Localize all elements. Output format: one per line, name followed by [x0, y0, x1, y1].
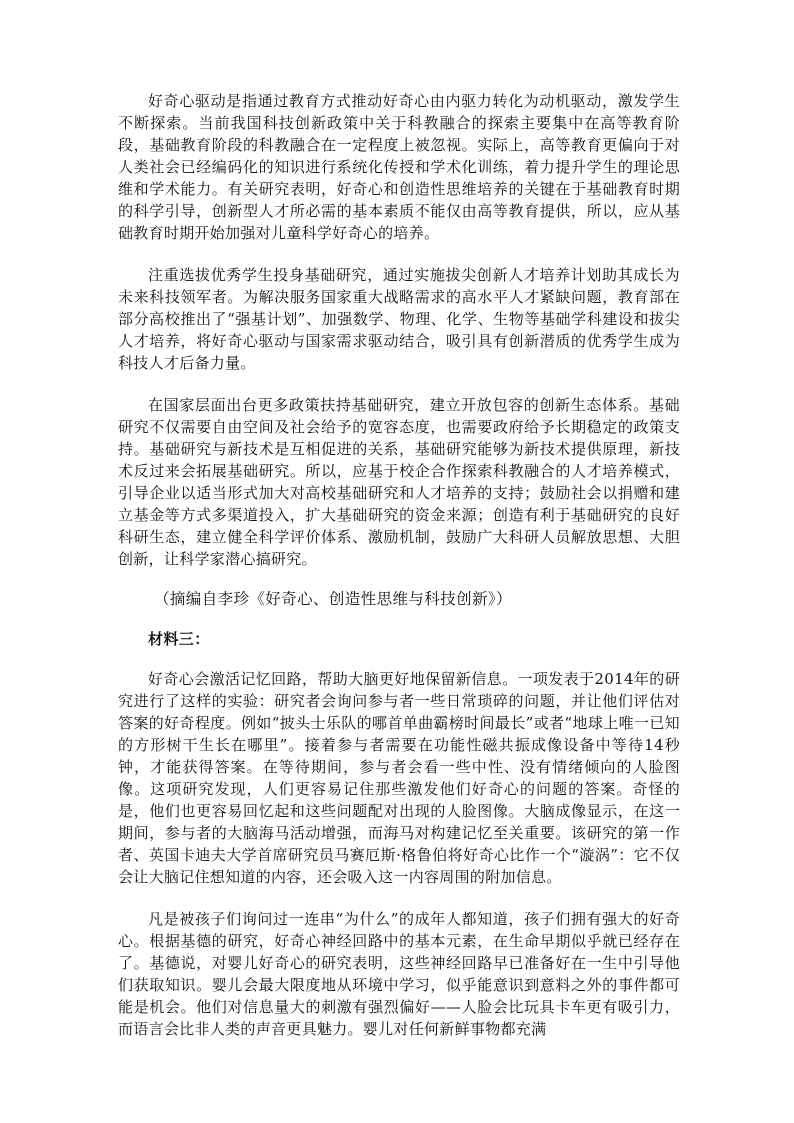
paragraph-policy-support: 在国家层面出台更多政策扶持基础研究，建立开放包容的创新生态体系。基础研究不仅需要自由空间及社会给予的宽容态度，也需要政府给予长期稳定的政策支持。基础研究与新技术是互相促进的关系，基础研究能够为新技术提供原理，新技术反过来会拓展基础研究。所以，应基于校企合作探索科教融合的人才培养模式，引导企业以适当形式加大对高校基础研究和人才培养的支持；鼓励社会以捐赠和建立基金等方式多渠道投入，扩大基础研究的资金来源；创造有利于基础研究的良好科研生态，建立健全科学评价体系、激励机制，鼓励广大科研人员解放思想、大胆创新，让科学家潜心搞研究。 — [118, 396, 680, 568]
paragraph-spacer — [118, 244, 680, 264]
paragraph-spacer — [118, 610, 680, 628]
document-page — [118, 90, 680, 1040]
paragraph-memory-circuit: 好奇心会激活记忆回路，帮助大脑更好地保留新信息。一项发表于2014年的研究进行了这样的实验：研究者会询问参与者一些日常琐碎的问题，并让他们评估对答案的好奇程度。例如“披头士乐队的哪首单曲霸榜时间最长”或者“地球上唯一已知的方形树干生长在哪里”。接着参与者需要在功能性磁共振成像设备中等待14秒钟，才能获得答案。在等待期间，参与者会看一些中性、没有情绪倾向的人脸图像。这项研究发现，人们更容易记住那些激发他们好奇心的问题的答案。奇怪的是，他们也更容易回忆起和这些问题配对出现的人脸图像。大脑成像显示，在这一期间，参与者的大脑海马活动增强，而海马对构建记忆至关重要。该研究的第一作者、英国卡迪夫大学首席研究员马赛厄斯·格鲁伯将好奇心比作一个“漩涡”：它不仅会让大脑记住想知道的内容，还会吸入这一内容周围的附加信息。 — [118, 670, 680, 886]
source-citation: （摘编自李珍《好奇心、创造性思维与科技创新》） — [154, 590, 512, 608]
paragraph-spacer — [118, 888, 680, 908]
paragraph-spacer — [118, 650, 680, 668]
paragraph-talent-selection: 注重选拔优秀学生投身基础研究，通过实施拔尖创新人才培养计划助其成长为未来科技领军者。为解决服务国家重大战略需求的高水平人才紧缺问题，教育部在部分高校推出了“强基计划”、加强数学、物理、化学、生物等基础学科建设和拔尖人才培养，将好奇心驱动与国家需求驱动结合，吸引具有创新潜质的优秀学生成为科技人才后备力量。 — [118, 266, 680, 372]
paragraph-spacer — [118, 570, 680, 588]
material-three-heading: 材料三： — [148, 630, 210, 648]
paragraph-infant-curiosity: 凡是被孩子们询问过一连串“为什么”的成年人都知道，孩子们拥有强大的好奇心。根据基德的研究，好奇心神经回路中的基本元素，在生命早期似乎就已经存在了。基德说，对婴儿好奇心的研究表明，这些神经回路早已准备好在一生中引导他们获取知识。婴儿会最大限度地从环境中学习，似乎能意识到意料之外的事件都可能是机会。他们对信息量大的刺激有强烈偏好——人脸会比玩具卡车更有吸引力，而语言会比非人类的声音更具魅力。婴儿对任何新鲜事物都充满 — [118, 910, 680, 1038]
paragraph-curiosity-driven: 好奇心驱动是指通过教育方式推动好奇心由内驱力转化为动机驱动，激发学生不断探索。当前我国科技创新政策中关于科教融合的探索主要集中在高等教育阶段，基础教育阶段的科教融合在一定程度上被忽视。实际上，高等教育更偏向于对人类社会已经编码化的知识进行系统化传授和学术化训练，着力提升学生的理论思维和学术能力。有关研究表明，好奇心和创造性思维培养的关键在于基础教育时期的科学引导，创新型人才所必需的基本素质不能仅由高等教育提供，所以，应从基础教育时期开始加强对儿童科学好奇心的培养。 — [118, 92, 680, 242]
paragraph-spacer — [118, 374, 680, 394]
